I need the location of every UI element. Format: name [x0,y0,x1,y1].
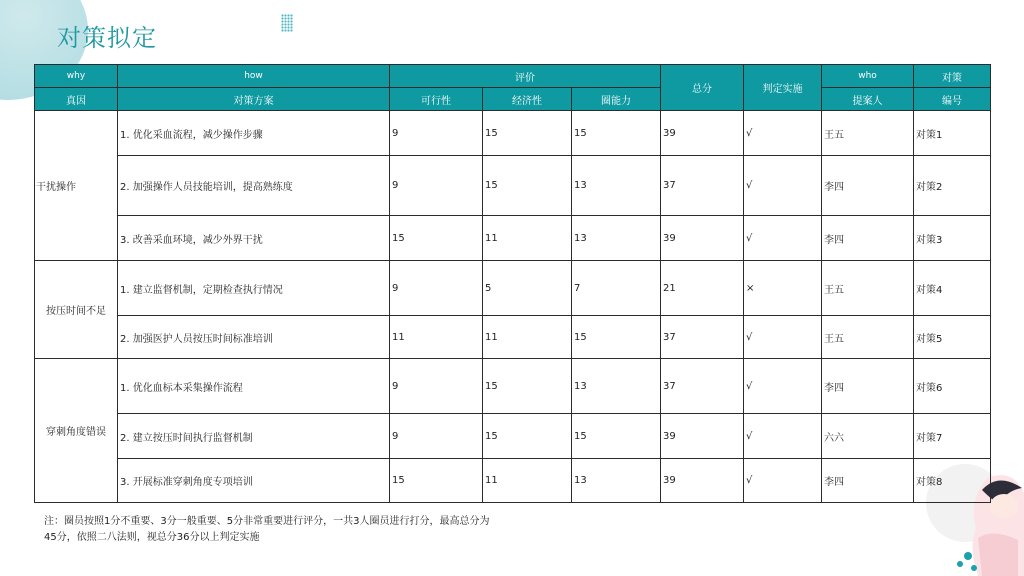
plan-cell: 2. 加强操作人员技能培训，提高熟练度 [118,156,390,216]
plan-cell: 2. 加强医护人员按压时间标准培训 [118,316,390,359]
header-total: 总分 [661,65,744,111]
capability-cell: 13 [572,156,661,216]
capability-cell: 7 [572,261,661,316]
header-countermeasure: 对策 [914,65,991,88]
countermeasure-table [34,64,991,503]
decide-cell: × [744,261,822,316]
header-who: who [822,65,914,88]
header-evaluation: 评价 [390,65,661,88]
decide-cell: √ [744,414,822,459]
table-row [35,359,991,414]
cause-cell: 按压时间不足 [35,261,118,359]
plan-cell: 3. 开展标准穿刺角度专项培训 [118,459,390,503]
number-cell: 对策6 [914,359,991,414]
feasibility-cell: 9 [390,261,483,316]
footnote [44,514,564,546]
plan-cell: 3. 改善采血环境，减少外界干扰 [118,216,390,261]
total-cell: 39 [661,414,744,459]
capability-cell: 13 [572,216,661,261]
total-cell: 39 [661,459,744,503]
total-cell: 39 [661,111,744,156]
feasibility-cell: 9 [390,156,483,216]
table-row [35,111,991,156]
cause-cell: 干扰操作 [35,111,118,261]
plan-cell: 2. 建立按压时间执行监督机制 [118,414,390,459]
economy-cell: 11 [483,216,572,261]
decide-cell: √ [744,111,822,156]
economy-cell: 15 [483,414,572,459]
cause-cell: 穿刺角度错误 [35,359,118,503]
proposer-cell: 李四 [822,156,914,216]
header-why: why [35,65,118,88]
header-feasibility: 可行性 [390,88,483,111]
capability-cell: 15 [572,316,661,359]
footnote-line-1: 注：圈员按照1分不重要、3分一般重要、5分非常重要进行评分，一共3人圈员进行打分，最高总分为 [44,516,490,527]
number-cell: 对策1 [914,111,991,156]
decide-cell: √ [744,316,822,359]
decide-cell: √ [744,459,822,503]
table-row [35,261,991,316]
total-cell: 21 [661,261,744,316]
feasibility-cell: 9 [390,359,483,414]
total-cell: 37 [661,156,744,216]
decorative-dots [281,14,293,32]
number-cell: 对策8 [914,459,991,503]
proposer-cell: 王五 [822,261,914,316]
table-row [35,459,991,503]
feasibility-cell: 9 [390,111,483,156]
proposer-cell: 六六 [822,414,914,459]
number-cell: 对策3 [914,216,991,261]
header-plan: 对策方案 [118,88,390,111]
number-cell: 对策7 [914,414,991,459]
table-row [35,216,991,261]
feasibility-cell: 15 [390,459,483,503]
proposer-cell: 李四 [822,459,914,503]
economy-cell: 11 [483,316,572,359]
economy-cell: 11 [483,459,572,503]
proposer-cell: 李四 [822,359,914,414]
total-cell: 39 [661,216,744,261]
number-cell: 对策2 [914,156,991,216]
proposer-cell: 李四 [822,216,914,261]
header-capability: 圈能力 [572,88,661,111]
number-cell: 对策5 [914,316,991,359]
header-cause: 真因 [35,88,118,111]
economy-cell: 5 [483,261,572,316]
plan-cell: 1. 优化血标本采集操作流程 [118,359,390,414]
number-cell: 对策4 [914,261,991,316]
header-proposer: 提案人 [822,88,914,111]
plan-cell: 1. 优化采血流程，减少操作步骤 [118,111,390,156]
table-row [35,316,991,359]
total-cell: 37 [661,359,744,414]
proposer-cell: 王五 [822,111,914,156]
header-number: 编号 [914,88,991,111]
capability-cell: 13 [572,459,661,503]
decide-cell: √ [744,216,822,261]
footnote-line-2: 45分，依照二八法则，视总分36分以上判定实施 [44,532,260,543]
page-title: 对策拟定 [57,24,157,52]
decide-cell: √ [744,359,822,414]
header-how: how [118,65,390,88]
capability-cell: 15 [572,111,661,156]
proposer-cell: 王五 [822,316,914,359]
table-row [35,414,991,459]
plan-cell: 1. 建立监督机制，定期检查执行情况 [118,261,390,316]
capability-cell: 15 [572,414,661,459]
capability-cell: 13 [572,359,661,414]
economy-cell: 15 [483,359,572,414]
table-row [35,156,991,216]
economy-cell: 15 [483,156,572,216]
feasibility-cell: 11 [390,316,483,359]
decide-cell: √ [744,156,822,216]
header-economy: 经济性 [483,88,572,111]
header-decide: 判定实施 [744,65,822,111]
economy-cell: 15 [483,111,572,156]
feasibility-cell: 15 [390,216,483,261]
feasibility-cell: 9 [390,414,483,459]
total-cell: 37 [661,316,744,359]
